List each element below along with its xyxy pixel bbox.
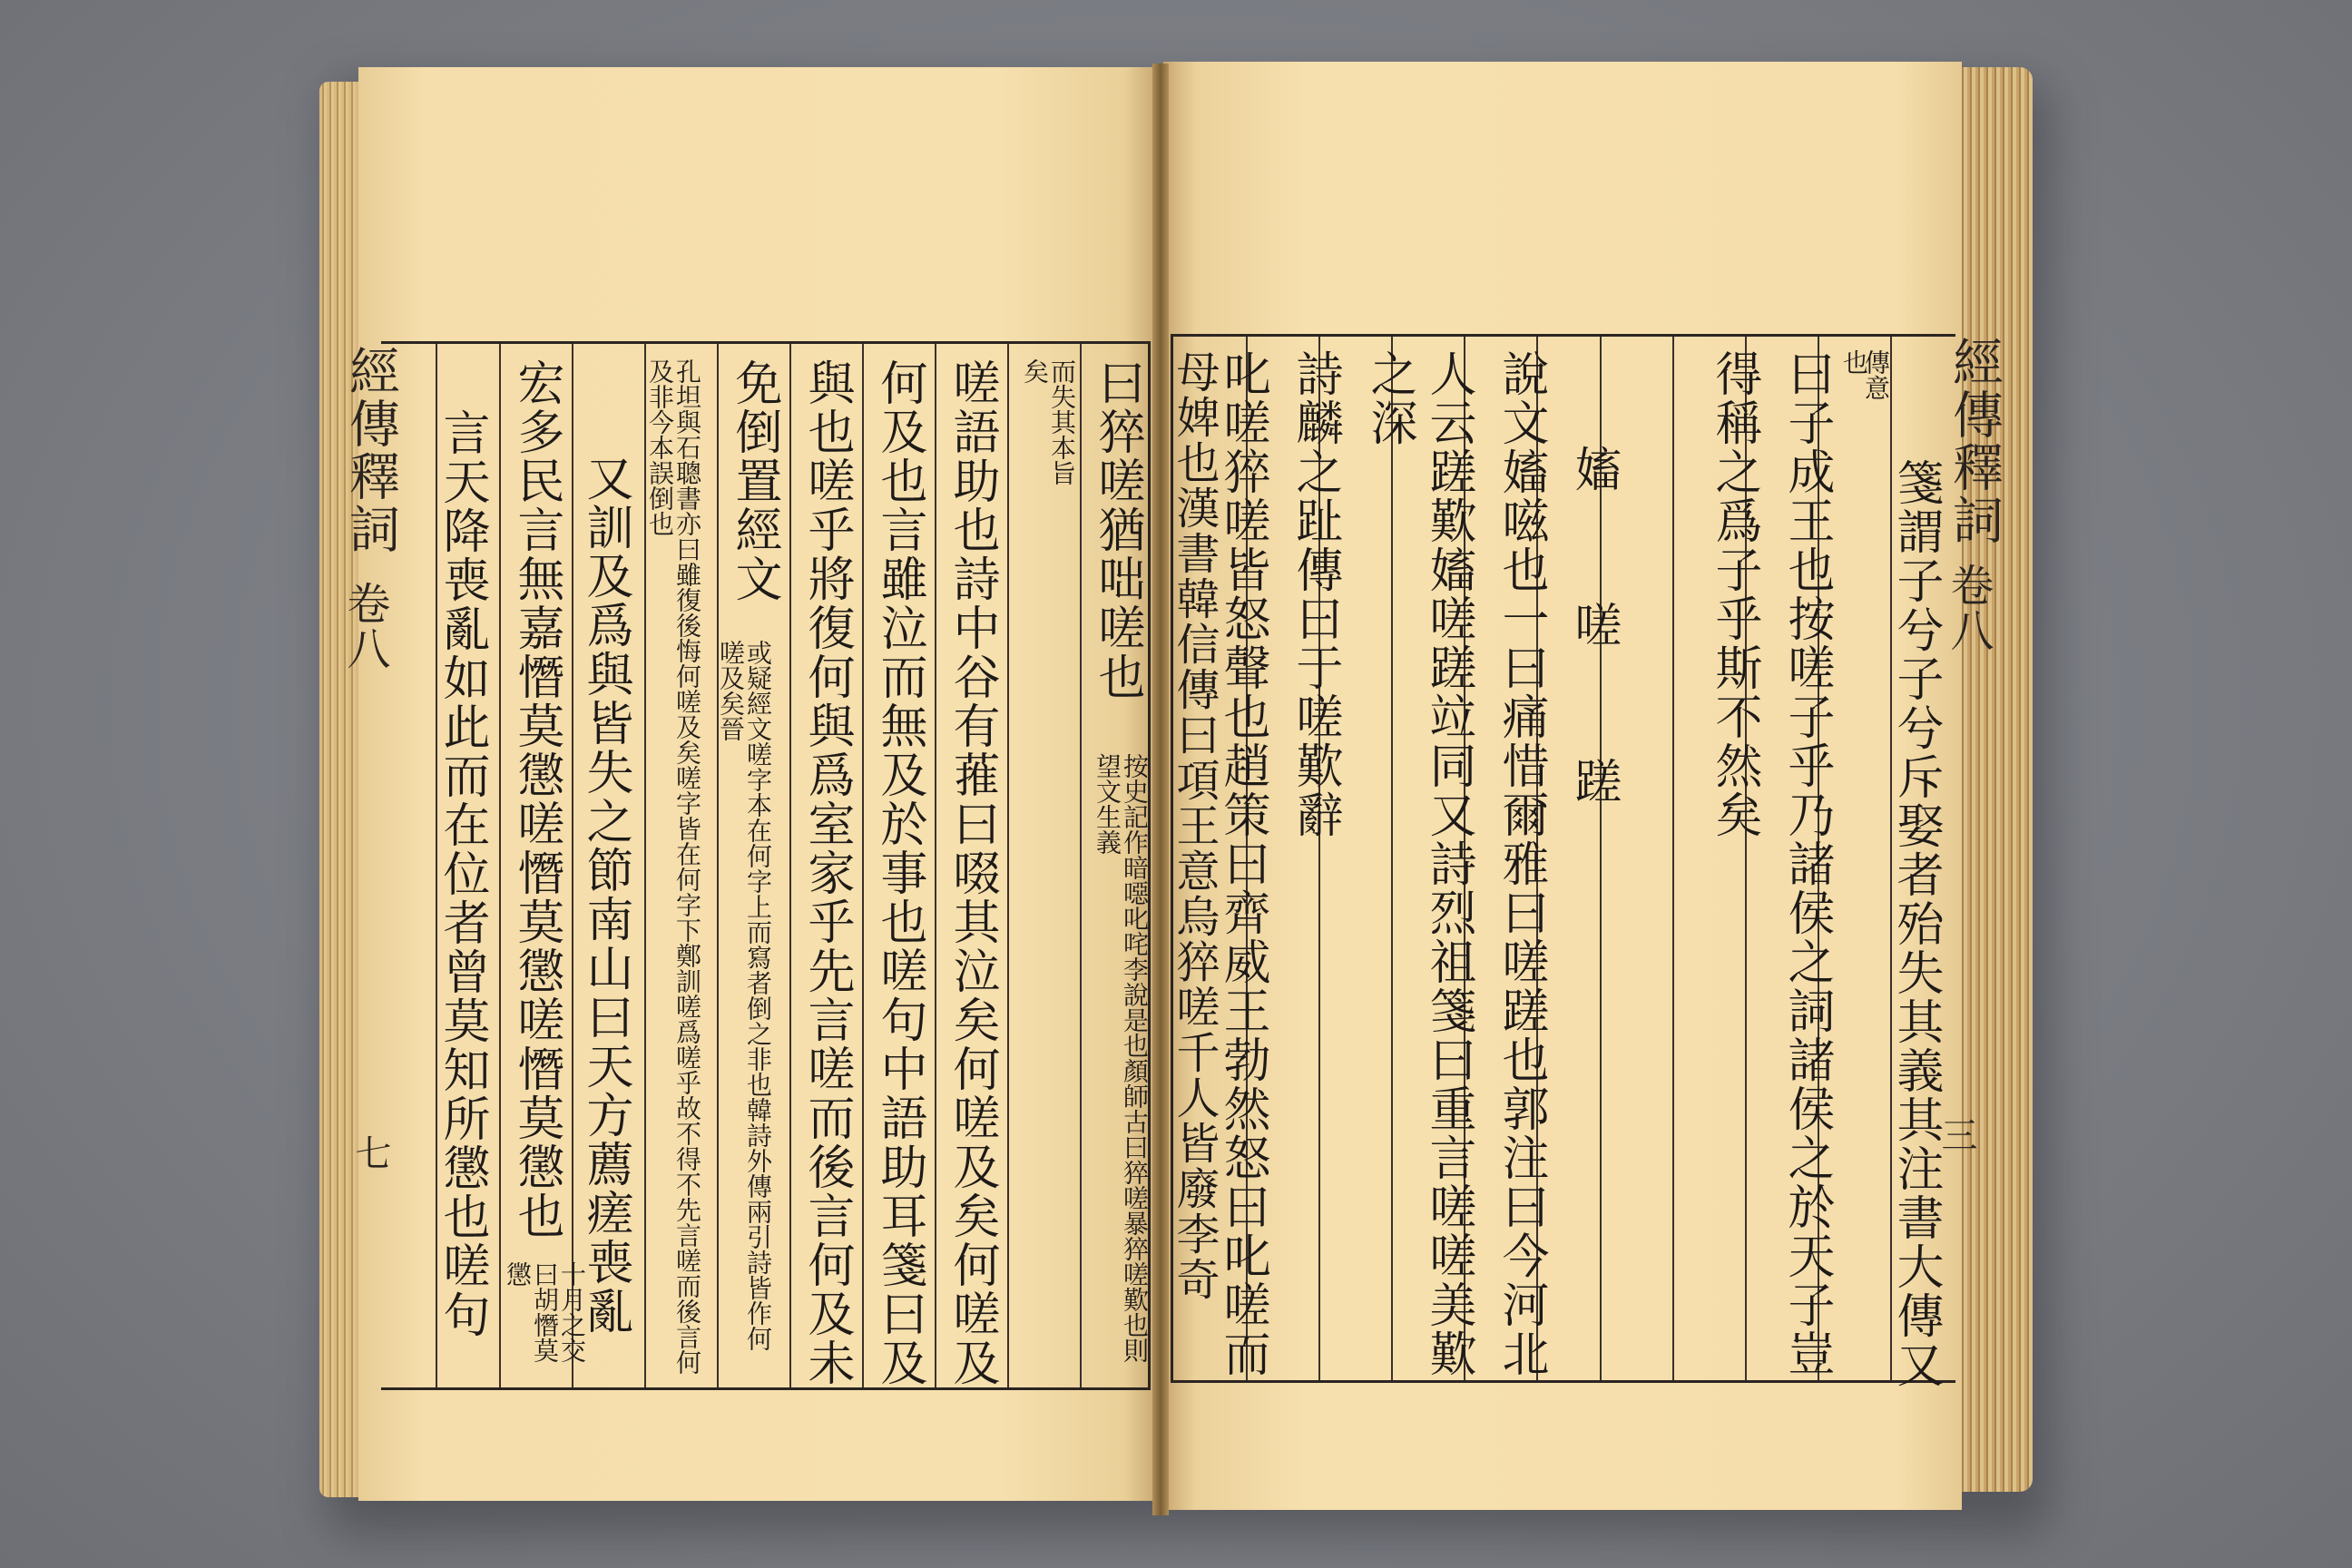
right-col-12-main: 母婢也漢書韓信傳曰項王意烏猝嗟千人皆廢李奇 <box>1169 349 1220 1302</box>
right-col-3-main: 曰子成王也按嗟子乎乃諸侯之詞諸侯之於天子豈 <box>1779 349 1834 1378</box>
column-rule <box>1080 344 1082 1387</box>
right-col-2-note: 也 <box>1839 349 1869 375</box>
left-col-7-note: 孔坦與石聰書亦曰雖復後悔何嗟及矣嗟字皆在何字下鄭訓嗟爲嗟乎故不得不先言嗟而後言何及非今本誤倒也 <box>645 358 702 1375</box>
left-col-6-main: 免倒置經文 <box>727 358 781 603</box>
left-col-2-note: 而失其本旨矣 <box>1020 358 1077 485</box>
right-entry-heading: 㜅 嗟 蹉 <box>1566 445 1621 831</box>
right-folio-number: 三 <box>1936 1116 1977 1152</box>
column-rule <box>499 344 501 1387</box>
column-rule <box>862 344 864 1387</box>
column-rule <box>789 344 791 1387</box>
column-rule <box>572 344 573 1387</box>
left-margin-title: 經傳釋詞 <box>341 345 400 555</box>
right-col-10-main: 詩麟之趾傳曰于嗟歎辭 <box>1288 349 1342 839</box>
left-col-9-main: 宏多民言無嘉憯莫懲嗟憯莫懲嗟憯莫懲也 <box>509 358 564 1240</box>
left-col-3-main: 嗟語助也詩中谷有蓷曰啜其泣矣何嗟及矣何嗟及 <box>945 358 999 1387</box>
right-col-11-main: 叱嗟猝嗟皆怒聲也趙策曰齊威王勃然怒曰叱嗟而 <box>1215 349 1269 1378</box>
book-gutter <box>1152 64 1169 1515</box>
right-page-edges <box>1951 67 2033 1492</box>
right-col-9-main: 之深 <box>1362 349 1416 447</box>
left-col-8-main: 又訓及爲與皆失之節南山曰天方薦瘥喪亂 <box>578 454 632 1336</box>
column-rule <box>1672 337 1674 1380</box>
right-col-8-main: 人云蹉歎㜅嗟蹉竝同又詩烈祖箋曰重言嗟嗟美歎 <box>1421 349 1475 1378</box>
left-col-5-main: 與也嗟乎將復何與爲室家乎先言嗟而後言何及未 <box>799 358 854 1387</box>
right-margin-juan: 卷八 <box>1943 563 1994 653</box>
left-col-10-main: 言天降喪亂如此而在位者曾莫知所懲也嗟句 <box>435 408 489 1339</box>
right-col-4-main: 得稱之爲子乎斯不然矣 <box>1707 349 1761 839</box>
right-col-2-main: 箋謂子兮子兮斥娶者殆失其義其注書大傳又 <box>1888 458 1943 1389</box>
left-col-1-note: 按史記作暗噁叱咤李說是也顏師古曰猝嗟暴猝嗟歎也則望文生義 <box>1093 753 1150 1363</box>
left-margin-juan: 卷八 <box>339 581 390 671</box>
column-rule <box>1391 337 1393 1380</box>
column-rule <box>935 344 936 1387</box>
left-col-1-main: 曰猝嗟猶咄嗟也 <box>1090 358 1144 701</box>
column-rule <box>1007 344 1009 1387</box>
right-col-7-main: 說文㜅嗞也一曰痛惜爾雅曰嗟蹉也郭注曰今河北 <box>1494 349 1548 1378</box>
right-col-1-note: 傳意 <box>1861 349 1891 400</box>
left-col-9-note: 十月之交曰胡憯莫懲 <box>503 1261 587 1363</box>
right-margin-title: 經傳釋詞 <box>1945 336 2004 546</box>
left-col-6-note: 或疑經文嗟字本在何字上而寫者倒之非也韓詩外傳兩引詩皆作何嗟及矣晉 <box>716 640 773 1351</box>
left-folio-number: 七 <box>349 1134 391 1171</box>
left-col-4-main: 何及也言雖泣而無及於事也嗟句中語助耳箋曰及 <box>872 358 926 1387</box>
